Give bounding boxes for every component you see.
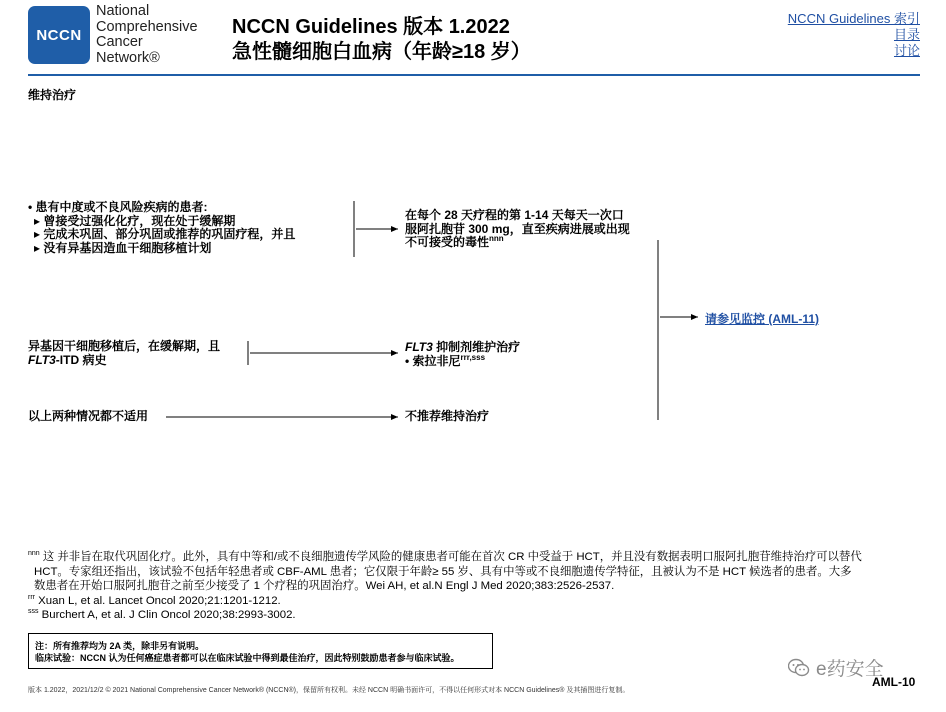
row2-condition — [28, 340, 220, 367]
footnotes — [28, 550, 920, 623]
treatment-line: 服阿扎胞苷 300 mg，直至疾病进展或出现 — [405, 221, 630, 236]
org-line: Comprehensive — [96, 18, 198, 35]
row3-condition: 以上两种情况都不适用 — [28, 409, 149, 423]
guideline-disease-title: 急性髓细胞白血病（年龄≥18 岁） — [232, 41, 531, 63]
condition-line: FLT3-ITD 病史 — [28, 352, 107, 367]
note-line: 临床试验：NCCN 认为任何癌症患者都可以在临床试验中得到最佳治疗，因此特别鼓励患者参与临床试验。 — [35, 653, 460, 663]
org-line: Cancer — [96, 34, 143, 51]
footnote-continuation: 数患者在开始口服阿扎胞苷之前至少接受了 1 个疗程的巩固治疗。Wei AH, et al.N Engl J Med 2020;383:2526-2537. — [34, 580, 615, 593]
treatment-line: 不可接受的毒性$^{nnn}$ — [405, 234, 504, 249]
footnote: $^{nnn}$ 这 并非旨在取代巩固化疗。此外，具有中等和/或不良细胞遗传学风险的健康患者可能在首次 CR 中受益于 HCT，并且没有数据表明口服阿扎胞苷维持治疗可以替代 — [28, 550, 862, 563]
row2-treatment — [405, 341, 520, 368]
footnote: $^{rrr}$ Xuan L, et al. Lancet Oncol 2020;21:1201-1212. — [28, 593, 281, 607]
page-label: AML-10 — [872, 675, 916, 689]
treatment-line: • 索拉非尼$^{rrr,sss}$ — [405, 352, 486, 368]
watermark: e药安全 — [788, 654, 884, 681]
footnote: $^{sss}$ Burchert A, et al. J Clin Oncol 2020;38:2993-3002. — [28, 608, 296, 622]
recommendation-note-box — [28, 633, 493, 669]
table-of-contents-link[interactable]: 目录 — [893, 27, 920, 42]
row1-condition — [28, 201, 295, 255]
org-line: National — [96, 3, 150, 19]
footnote-continuation: HCT。专家组还指出，该试验不包括年轻患者或 CBF-AML 患者；它仅限于年龄≥ 55 岁、具有中等或不良细胞遗传学特征，且被认为不是 HCT 候选者的患者。大多 — [34, 565, 852, 578]
treatment-line: 在每个 28 天疗程的第 1-14 天每天一次口 — [405, 208, 624, 222]
row1-condition-item: ▸ 没有异基因造血干细胞移植计划 — [34, 240, 212, 255]
treatment-line: FLT3 抑制剂维护治疗 — [405, 340, 521, 354]
note-line: 注：所有推荐均为 2A 类，除非另有说明。 — [35, 641, 205, 651]
condition-line: 异基因干细胞移植后，在缓解期，且 — [28, 339, 221, 353]
footnote-ref: nnn — [489, 234, 504, 243]
wechat-icon — [788, 658, 810, 678]
row1-condition-heading: • 患有中度或不良风险疾病的患者: — [28, 200, 208, 214]
row1-treatment — [405, 209, 630, 250]
row1-condition-item: ▸ 完成未巩固、部分巩固或推荐的巩固疗程，并且 — [34, 227, 296, 241]
footnote-ref: rrr,sss — [460, 352, 486, 362]
section-title: 维持治疗 — [28, 88, 77, 102]
monitoring-link[interactable]: 请参见监控 (AML-11) — [705, 312, 820, 326]
guidelines-index-link[interactable]: NCCN Guidelines 索引 — [787, 11, 920, 26]
row3-treatment: 不推荐维持治疗 — [405, 409, 490, 423]
copyright-line: 版本 1.2022，2021/12/2 © 2021 National Comprehensive Cancer Network® (NCCN®)，保留所有权利。未经 NCCN 明确书面许可，不得以任何形式对本 NCCN Guidelines® 及其插图进行复制。 — [28, 687, 630, 694]
discussion-link[interactable]: 讨论 — [893, 43, 920, 58]
nccn-logo: NCCN — [28, 6, 90, 64]
row1-condition-item: ▸ 曾接受过强化化疗，现在处于缓解期 — [34, 213, 236, 228]
org-line: Network® — [96, 49, 160, 66]
guideline-version-title: NCCN Guidelines 版本 1.2022 — [232, 16, 510, 38]
